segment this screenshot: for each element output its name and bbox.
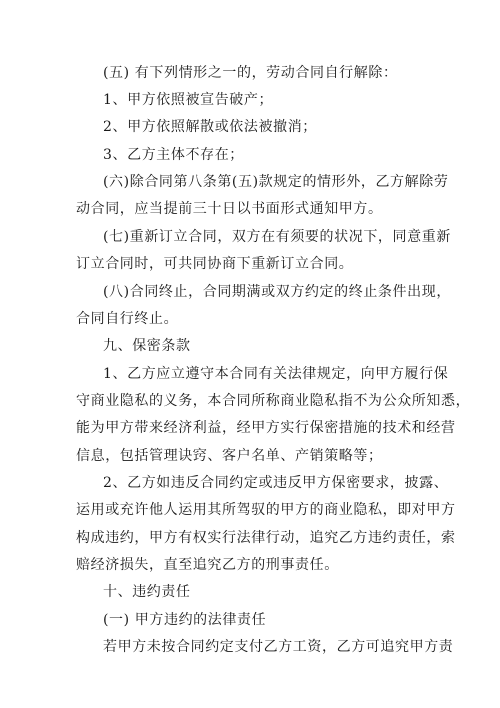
text-line: (五) 有下列情形之一的，劳动合同自行解除：	[103, 65, 398, 81]
text-line: 1、甲方依照被宣告破产；	[103, 92, 274, 108]
text-line: 信息，包括管理诀窍、客户名单、产销策略等；	[76, 448, 383, 464]
text-line: (八)合同终止，合同期满或双方约定的终止条件出现，	[103, 284, 451, 300]
text-line: 运用或充许他人运用其所驾驭的甲方的商业隐私，即对甲方	[76, 502, 456, 518]
section-heading: 十、违约责任	[103, 584, 191, 600]
text-line: 赔经济损失，直至追究乙方的刑事责任。	[76, 557, 339, 573]
text-line: 守商业隐私的义务，本合同所称商业隐私指不为公众所知悉，	[76, 393, 471, 409]
text-line: 1、乙方应立遵守本合同有关法律规定，向甲方履行保	[103, 366, 449, 382]
text-line: 动合同，应当提前三十日以书面形式通知甲方。	[76, 201, 383, 217]
text-line: 2、甲方依照解散或依法被撤消；	[103, 119, 317, 135]
text-line: 3、乙方主体不存在；	[103, 147, 244, 163]
text-line: 合同自行终止。	[76, 311, 179, 327]
text-line: 订立合同时，可共同协商下重新订立合同。	[76, 256, 354, 272]
text-line: (六)除合同第八条第(五)款规定的情形外，乙方解除劳	[103, 174, 449, 190]
text-line: 2、乙方如违反合同约定或违反甲方保密要求，披露、	[103, 475, 449, 491]
subsection-heading: (一) 甲方违约的法律责任	[103, 612, 267, 628]
text-line: 构成违约，甲方有权实行法律行动，追究乙方违约责任，索	[76, 530, 456, 546]
text-line: 能为甲方带来经济利益，经甲方实行保密措施的技术和经营	[76, 420, 456, 436]
text-line: (七)重新订立合同，双方在有须要的状况下，同意重新	[103, 229, 451, 245]
section-heading: 九、保密条款	[103, 338, 191, 354]
text-line: 若甲方未按合同约定支付乙方工资，乙方可追究甲方责	[103, 639, 454, 655]
